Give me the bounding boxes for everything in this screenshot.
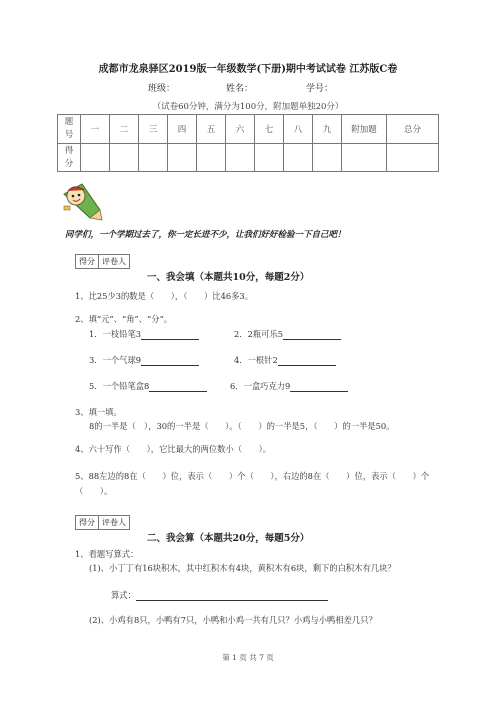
formula-row xyxy=(111,589,328,601)
score-col-header: 八 xyxy=(284,115,313,144)
score-col-header: 四 xyxy=(168,115,197,144)
class-label: 班级： xyxy=(148,84,176,94)
score-cell[interactable] xyxy=(313,144,342,172)
score-table-row-label: 得 分 xyxy=(64,145,74,169)
score-cell[interactable] xyxy=(387,144,439,172)
s1-question-5-cont: （ ）。 xyxy=(75,486,113,496)
s1-question-2: 2、填“元”、“角”、“分”。 xyxy=(75,314,173,324)
score-col-header: 一 xyxy=(81,115,110,144)
score-col-header: 三 xyxy=(139,115,168,144)
s2-q1-sub1: (1)、小丁丁有16块积木，其中红积木有4块，黄积木有6块，剩下的白积木有几块？ xyxy=(89,563,396,573)
answer-blank[interactable] xyxy=(149,382,207,392)
s2-question-1: 1、看题写算式： xyxy=(75,549,139,559)
score-box-left: 得分 xyxy=(76,255,99,268)
s1-q2-item: 4．一根针2 xyxy=(234,354,336,366)
score-cell[interactable] xyxy=(81,144,110,172)
score-col-header: 附加题 xyxy=(342,115,387,144)
score-col-header: 五 xyxy=(197,115,226,144)
score-box-right: 评卷人 xyxy=(102,518,126,527)
s1-q3-line: 8的一半是（ ），30的一半是（ ）。（ ）的一半是5，（ ）的一半是50。 xyxy=(89,421,395,431)
score-cell[interactable] xyxy=(226,144,255,172)
score-col-header: 总分 xyxy=(387,115,439,144)
s1-q2-item: 2．2瓶可乐5 xyxy=(234,328,341,340)
s1-question-5: 5、88左边的8在（ ）位，表示（ ）个（ ），右边的8在（ ）位，表示（ ）个 xyxy=(75,471,430,481)
section2-title: 二、我会算（本题共20分，每题5分） xyxy=(147,533,310,544)
score-col-header: 六 xyxy=(226,115,255,144)
section1-title: 一、我会填（本题共10分，每题2分） xyxy=(147,272,310,283)
score-cell[interactable] xyxy=(110,144,139,172)
answer-blank[interactable] xyxy=(283,330,341,340)
score-cell[interactable] xyxy=(139,144,168,172)
score-table-row-label: 题 号 xyxy=(64,117,74,140)
answer-blank[interactable] xyxy=(141,356,199,366)
score-table-score-row xyxy=(58,144,439,172)
exam-title: 成都市龙泉驿区2019版一年级数学(下册)期中考试试卷 江苏版C卷 xyxy=(98,64,398,75)
s1-q2-item: 1．一枝铅笔3 xyxy=(89,328,199,340)
answer-blank[interactable] xyxy=(290,382,348,392)
score-cell[interactable] xyxy=(342,144,387,172)
exam-note: （试卷60分钟，满分为100分，附加题单独20分） xyxy=(152,102,344,112)
question-number-header xyxy=(58,115,81,144)
formula-answer-line[interactable] xyxy=(136,591,328,601)
s1-question-3: 3、填一填。 xyxy=(75,407,122,417)
score-cell[interactable] xyxy=(255,144,284,172)
score-col-header: 七 xyxy=(255,115,284,144)
answer-blank[interactable] xyxy=(141,330,199,340)
score-box-section2 xyxy=(75,515,130,530)
s2-q1-sub2: (2)、小鸡有8只，小鸭有7只，小鸭和小鸡一共有几只？小鸡与小鸭相差几只？ xyxy=(89,615,377,625)
score-box-section1 xyxy=(75,254,130,269)
page-footer: 第 1 页 共 7 页 xyxy=(222,653,274,662)
score-cell[interactable] xyxy=(168,144,197,172)
student-id-label: 学号： xyxy=(306,84,334,94)
score-cell[interactable] xyxy=(284,144,313,172)
score-cell[interactable] xyxy=(197,144,226,172)
score-box-left: 得分 xyxy=(76,516,99,529)
score-col-header: 九 xyxy=(313,115,342,144)
s1-q2-item: 6．一盒巧克力9 xyxy=(230,380,348,392)
answer-blank[interactable] xyxy=(278,356,336,366)
score-col-header: 二 xyxy=(110,115,139,144)
s1-q2-item: 3．一个气球9 xyxy=(89,354,199,366)
score-table-header-row xyxy=(58,115,439,144)
name-label: 姓名： xyxy=(226,84,254,94)
s1-question-4: 4、六十写作（ ），它比最大的两位数小（ ）。 xyxy=(75,444,272,454)
s1-question-1: 1、比25少3的数是（ ），（ ）比46多3。 xyxy=(75,291,253,301)
pencil-mascot-icon xyxy=(60,180,104,222)
score-box-right: 评卷人 xyxy=(102,257,126,266)
greeting-text: 同学们，一个学期过去了，你一定长进不少，让我们好好检验一下自己吧！ xyxy=(65,230,346,240)
score-row-label xyxy=(58,144,81,172)
formula-label: 算式： xyxy=(111,590,136,600)
score-table xyxy=(57,114,439,172)
s1-q2-item: 5．一个铅笔盒8 xyxy=(89,380,207,392)
